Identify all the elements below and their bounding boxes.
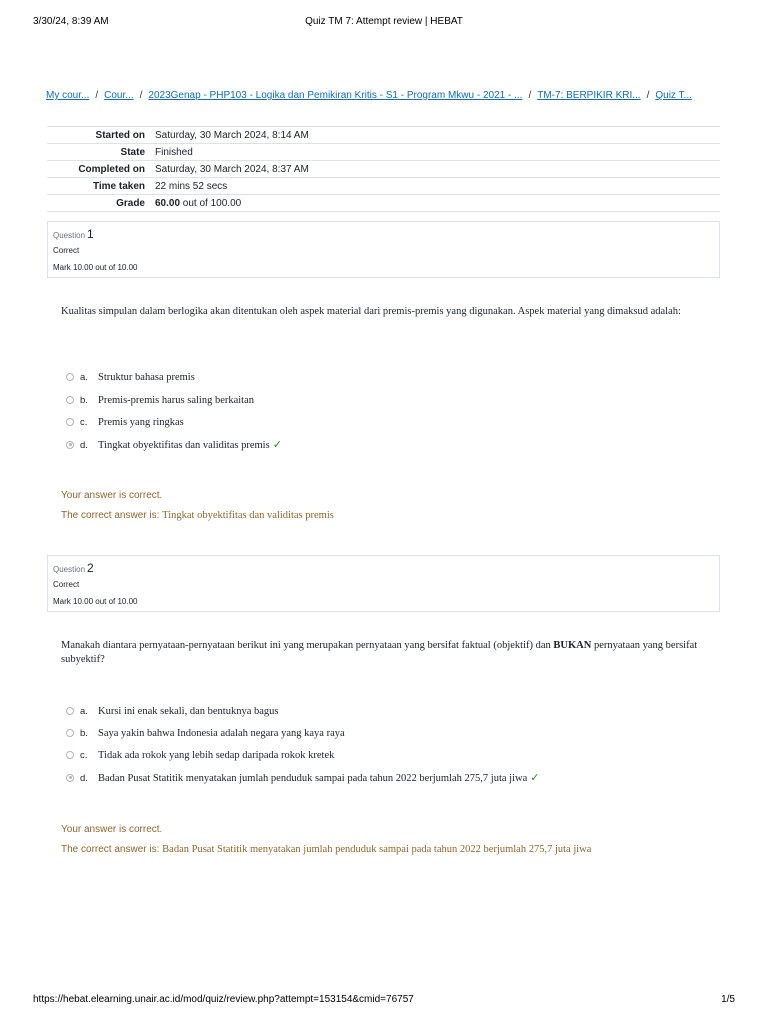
breadcrumb-quiz[interactable]: Quiz T... bbox=[655, 90, 692, 101]
question-state: Correct bbox=[53, 246, 80, 255]
radio-unchecked-icon[interactable] bbox=[66, 729, 74, 737]
option-text: Badan Pusat Statitik menyatakan jumlah penduduk sampai pada tahun 2022 berjumlah 275,7 juta jiwa bbox=[98, 773, 528, 784]
answer-option-1a[interactable] bbox=[66, 371, 195, 385]
radio-unchecked-icon[interactable] bbox=[66, 396, 74, 404]
answer-option-2c[interactable] bbox=[66, 749, 334, 763]
option-letter: a. bbox=[80, 372, 88, 383]
radio-checked-icon[interactable] bbox=[66, 774, 74, 782]
summary-label: Time taken bbox=[47, 178, 151, 195]
answer-option-1b[interactable] bbox=[66, 394, 254, 408]
breadcrumb-separator: / bbox=[139, 90, 143, 101]
option-text: Premis yang ringkas bbox=[98, 417, 184, 428]
answer-option-2d[interactable] bbox=[66, 771, 539, 785]
breadcrumb bbox=[46, 90, 726, 101]
question-mark: Mark 10.00 out of 10.00 bbox=[53, 263, 138, 272]
answer-option-1d[interactable] bbox=[66, 438, 282, 452]
print-url: https://hebat.elearning.unair.ac.id/mod/quiz/review.php?attempt=153154&cmid=76757 bbox=[33, 994, 414, 1005]
answer-feedback-2: Your answer is correct. bbox=[61, 824, 163, 835]
question-text-2 bbox=[61, 639, 721, 667]
option-text: Kursi ini enak sekali, dan bentuknya bagus bbox=[98, 706, 279, 717]
print-footer bbox=[33, 994, 735, 1008]
question-number-value: 1 bbox=[87, 227, 94, 241]
option-text: Tingkat obyektifitas dan validitas premis bbox=[98, 440, 270, 451]
correct-answer-2 bbox=[61, 844, 591, 855]
breadcrumb-my-courses[interactable]: My cour... bbox=[46, 90, 90, 101]
option-letter: c. bbox=[80, 417, 88, 428]
correct-answer-text: Badan Pusat Statitik menyatakan jumlah penduduk sampai pada tahun 2022 berjumlah 275,7 juta jiwa bbox=[162, 844, 592, 855]
option-letter: d. bbox=[80, 440, 88, 451]
check-icon: ✓ bbox=[530, 772, 540, 784]
correct-answer-prefix: The correct answer is: bbox=[61, 510, 163, 521]
option-text: Struktur bahasa premis bbox=[98, 372, 195, 383]
option-letter: b. bbox=[80, 728, 88, 739]
grade-total: out of 100.00 bbox=[180, 197, 242, 209]
radio-unchecked-icon[interactable] bbox=[66, 751, 74, 759]
breadcrumb-courses[interactable]: Cour... bbox=[104, 90, 134, 101]
answer-option-1c[interactable] bbox=[66, 416, 184, 430]
correct-answer-text: Tingkat obyektifitas dan validitas premis bbox=[162, 510, 334, 521]
option-letter: b. bbox=[80, 395, 88, 406]
summary-value bbox=[151, 195, 720, 212]
option-text: Saya yakin bahwa Indonesia adalah negara yang kaya raya bbox=[98, 728, 345, 739]
option-letter: c. bbox=[80, 750, 88, 761]
question-number-value: 2 bbox=[87, 561, 94, 575]
summary-label: Completed on bbox=[47, 161, 151, 178]
print-page-title: Quiz TM 7: Attempt review | HEBAT bbox=[305, 16, 463, 27]
option-text: Premis-premis harus saling berkaitan bbox=[98, 395, 255, 406]
question-text-1: Kualitas simpulan dalam berlogika akan ditentukan oleh aspek material dari premis-premis yang digunakan. Aspek material yang dimaksud adalah: bbox=[61, 306, 681, 317]
radio-unchecked-icon[interactable] bbox=[66, 373, 74, 381]
option-text: Tidak ada rokok yang lebih sedap daripada rokok kretek bbox=[98, 750, 335, 761]
print-datetime: 3/30/24, 8:39 AM bbox=[33, 16, 109, 27]
question-mark: Mark 10.00 out of 10.00 bbox=[53, 597, 138, 606]
question-info-1 bbox=[47, 221, 720, 278]
radio-unchecked-icon[interactable] bbox=[66, 707, 74, 715]
breadcrumb-separator: / bbox=[95, 90, 99, 101]
question-info-2 bbox=[47, 555, 720, 612]
question-text-part: Manakah diantara pernyataan-pernyataan berikut ini yang merupakan pernyataan yang bersifat faktual (objektif) dan bbox=[61, 640, 554, 651]
question-number bbox=[53, 227, 94, 241]
summary-value: Finished bbox=[151, 144, 720, 161]
summary-row-state bbox=[47, 144, 720, 161]
breadcrumb-separator: / bbox=[646, 90, 650, 101]
question-number bbox=[53, 561, 94, 575]
answer-option-2b[interactable] bbox=[66, 727, 345, 741]
summary-label: State bbox=[47, 144, 151, 161]
check-icon: ✓ bbox=[272, 439, 282, 451]
question-state: Correct bbox=[53, 580, 80, 589]
question-text-emphasis: BUKAN bbox=[553, 640, 592, 651]
breadcrumb-course[interactable]: 2023Genap - PHP103 - Logika dan Pemikiran Kritis - S1 - Program Mkwu - 2021 - ... bbox=[148, 90, 523, 101]
question-text-part: pernyataan yang bersifat subyektif? bbox=[61, 640, 698, 665]
correct-answer-1 bbox=[61, 510, 334, 521]
summary-label: Started on bbox=[47, 127, 151, 144]
summary-row-completed bbox=[47, 161, 720, 178]
radio-checked-icon[interactable] bbox=[66, 441, 74, 449]
option-letter: d. bbox=[80, 773, 88, 784]
breadcrumb-separator: / bbox=[528, 90, 532, 101]
grade-score: 60.00 bbox=[155, 197, 181, 209]
summary-label: Grade bbox=[47, 195, 151, 212]
summary-value: 22 mins 52 secs bbox=[151, 178, 720, 195]
summary-row-time-taken bbox=[47, 178, 720, 195]
radio-unchecked-icon[interactable] bbox=[66, 418, 74, 426]
summary-value: Saturday, 30 March 2024, 8:37 AM bbox=[151, 161, 720, 178]
breadcrumb-section[interactable]: TM-7: BERPIKIR KRI... bbox=[537, 90, 641, 101]
answer-option-2a[interactable] bbox=[66, 705, 279, 719]
answer-feedback-1: Your answer is correct. bbox=[61, 490, 163, 501]
question-label: Question bbox=[53, 231, 86, 240]
summary-value: Saturday, 30 March 2024, 8:14 AM bbox=[151, 127, 720, 144]
option-letter: a. bbox=[80, 706, 88, 717]
attempt-summary-table bbox=[47, 126, 720, 212]
summary-row-grade bbox=[47, 195, 720, 212]
print-page-number: 1/5 bbox=[721, 994, 735, 1005]
question-label: Question bbox=[53, 565, 86, 574]
summary-row-started bbox=[47, 127, 720, 144]
print-header bbox=[33, 16, 735, 30]
correct-answer-prefix: The correct answer is: bbox=[61, 844, 163, 855]
